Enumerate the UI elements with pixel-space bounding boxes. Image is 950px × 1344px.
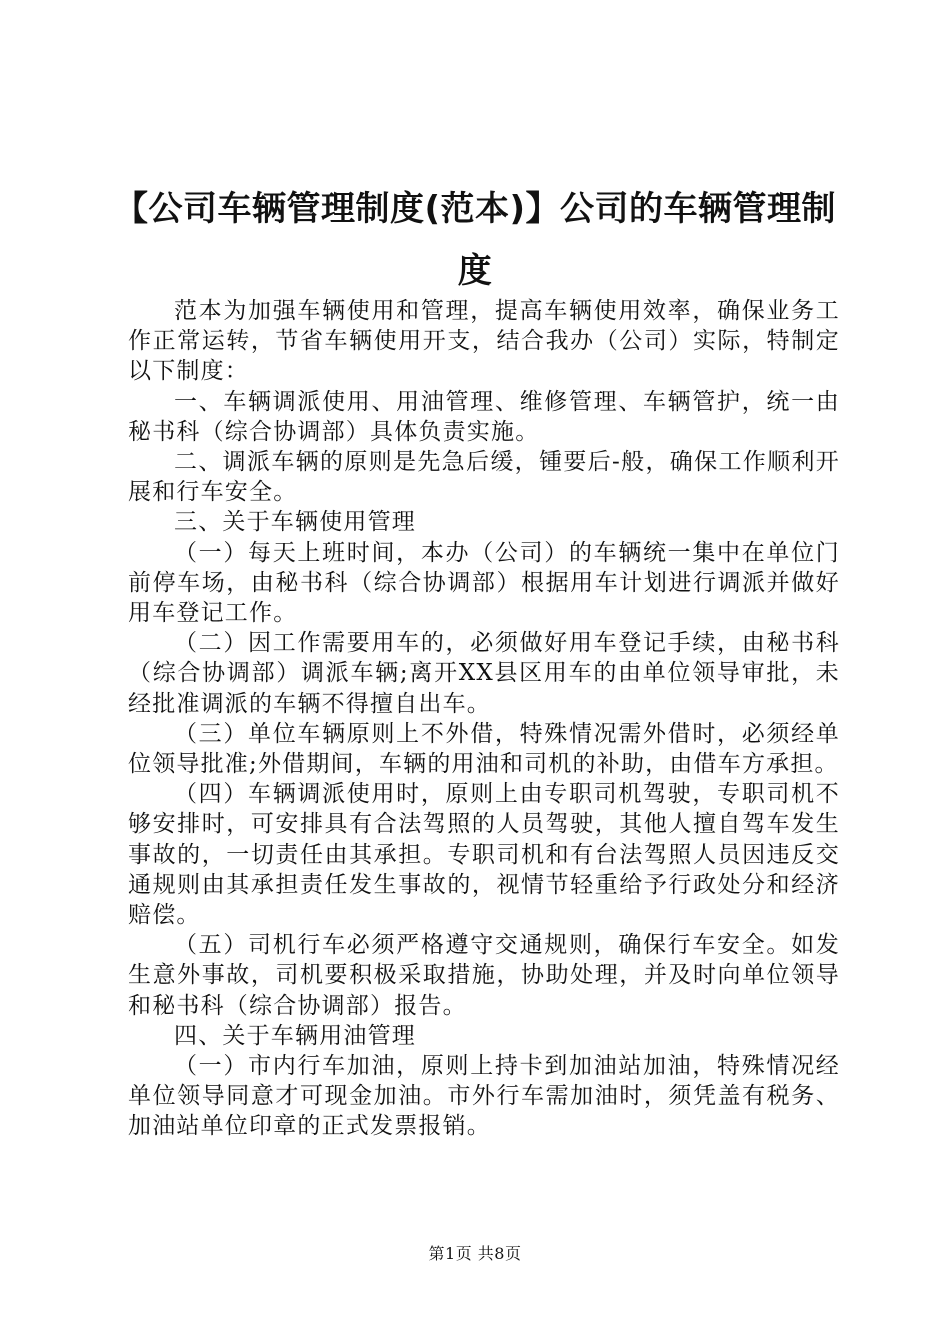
section-heading-fuel: 四、关于车辆用油管理: [174, 1022, 416, 1049]
paragraph-use-item-1: （一）每天上班时间，本办（公司）的车辆统一集中在单位门前停车场，由秘书科（综合协调部）根据用车计划进行调派并做好用车登记工作。: [128, 539, 840, 627]
document-body: [128, 296, 840, 1142]
section-heading-vehicle-use: 三、关于车辆使用管理: [174, 509, 416, 536]
page-number-footer: 第1页 共8页: [428, 1244, 522, 1263]
paragraph-fuel-item-1: （一）市内行车加油，原则上持卡到加油站加油，特殊情况经单位领导同意才可现金加油。市外行车需加油时，须凭盖有税务、加油站单位印章的正式发票报销。: [128, 1053, 840, 1140]
paragraph-intro: 范本为加强车辆使用和管理，提高车辆使用效率，确保业务工作正常运转，节省车辆使用开支，结合我办（公司）实际，特制定以下制度：: [128, 298, 840, 385]
paragraph-section-1: 一、车辆调派使用、用油管理、维修管理、车辆管护，统一由秘书科（综合协调部）具体负责实施。: [128, 388, 840, 445]
paragraph-use-item-2: （二）因工作需要用车的，必须做好用车登记手续，由秘书科（综合协调部）调派车辆;离开XX县区用车的由单位领导审批，未经批准调派的车辆不得擅自出车。: [128, 630, 840, 717]
paragraph-use-item-3: （三）单位车辆原则上不外借，特殊情况需外借时，必须经单位领导批准;外借期间，车辆的用油和司机的补助，由借车方承担。: [128, 720, 840, 778]
paragraph-use-item-4: （四）车辆调派使用时，原则上由专职司机驾驶，专职司机不够安排时，可安排具有合法驾照的人员驾驶，其他人擅自驾车发生事故的，一切责任由其承担。专职司机和有台法驾照人员因违反交通规则由其承担责任发生事故的，视情节轻重给予行政处分和经济赔偿。: [128, 781, 840, 929]
document-title: 【公司车辆管理制度(范本)】公司的车辆管理制度: [113, 189, 837, 291]
paragraph-section-2: 二、调派车辆的原则是先急后缓，锺要后-般，确保工作顺利开展和行车安全。: [128, 449, 840, 506]
paragraph-use-item-5: （五）司机行车必须严格遵守交通规则，确保行车安全。如发生意外事故，司机要积极采取措施，协助处理，并及时向单位领导和秘书科（综合协调部）报告。: [128, 932, 840, 1019]
